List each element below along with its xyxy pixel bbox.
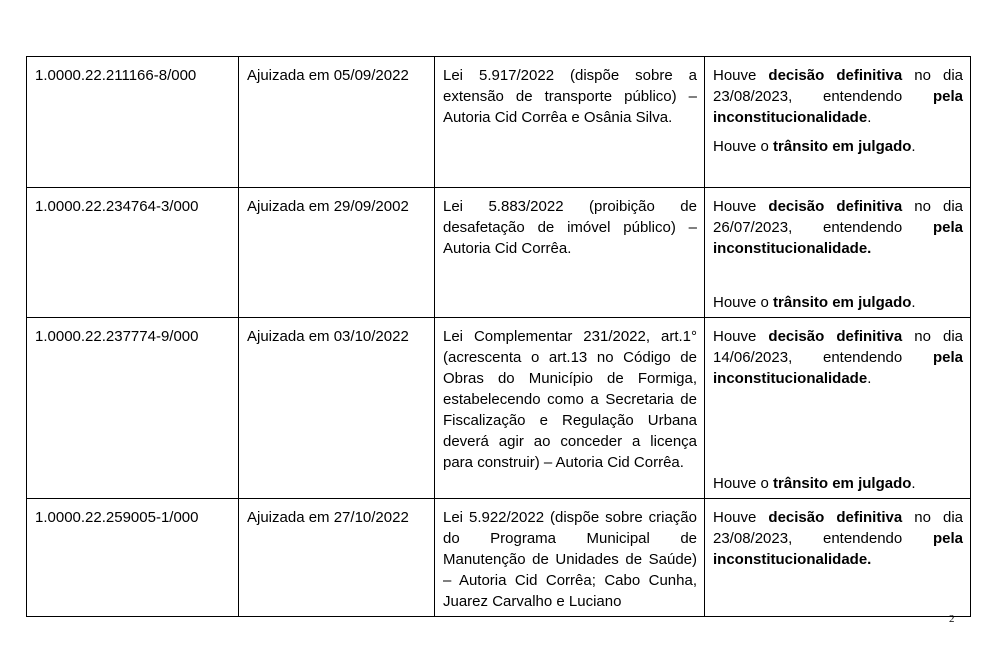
decision-text: Houve decisão definitiva no dia 23/08/2023, entendendo pela inconstitucionalidade.	[713, 67, 963, 126]
decision-cell	[705, 57, 971, 188]
law-description-cell: Lei 5.883/2022 (proibição de desafetação de imóvel público) – Autoria Cid Corrêa.	[435, 188, 705, 318]
decision-text: Houve decisão definitiva no dia 14/06/2023, entendendo pela inconstitucionalidade.	[713, 328, 963, 387]
table-row	[27, 499, 971, 617]
filing-date-cell: Ajuizada em 27/10/2022	[239, 499, 435, 617]
law-description-cell: Lei Complementar 231/2022, art.1° (acrescenta o art.13 no Código de Obras do Município de Formiga, estabelecendo como a Secretaria de Fiscalização e Regulação Urbana deverá agir ao conceder a licença para construir) – Autoria Cid Corrêa.	[435, 318, 705, 499]
decision-text: Houve decisão definitiva no dia 23/08/2023, entendendo pela inconstitucionalidade.	[713, 509, 963, 568]
cases-table	[26, 56, 971, 617]
transit-text: Houve o trânsito em julgado.	[713, 294, 916, 311]
filing-date-cell: Ajuizada em 29/09/2002	[239, 188, 435, 318]
transit-text: Houve o trânsito em julgado.	[713, 138, 916, 155]
table-row	[27, 318, 971, 499]
decision-cell	[705, 318, 971, 499]
decision-cell	[705, 499, 971, 617]
process-number-cell: 1.0000.22.234764-3/000	[27, 188, 239, 318]
decision-cell	[705, 188, 971, 318]
table-row	[27, 57, 971, 188]
law-description-cell: Lei 5.917/2022 (dispõe sobre a extensão de transporte público) – Autoria Cid Corrêa e Osânia Silva.	[435, 57, 705, 188]
filing-date-cell: Ajuizada em 03/10/2022	[239, 318, 435, 499]
decision-text: Houve decisão definitiva no dia 26/07/2023, entendendo pela inconstitucionalidade.	[713, 198, 963, 257]
transit-text: Houve o trânsito em julgado.	[713, 475, 916, 492]
law-description-cell: Lei 5.922/2022 (dispõe sobre criação do Programa Municipal de Manutenção de Unidades de Saúde) – Autoria Cid Corrêa; Cabo Cunha, Juarez Carvalho e Luciano	[435, 499, 705, 617]
table-row	[27, 188, 971, 318]
filing-date-cell: Ajuizada em 05/09/2022	[239, 57, 435, 188]
process-number-cell: 1.0000.22.211166-8/000	[27, 57, 239, 188]
page-number: 2	[949, 613, 955, 625]
process-number-cell: 1.0000.22.237774-9/000	[27, 318, 239, 499]
process-number-cell: 1.0000.22.259005-1/000	[27, 499, 239, 617]
